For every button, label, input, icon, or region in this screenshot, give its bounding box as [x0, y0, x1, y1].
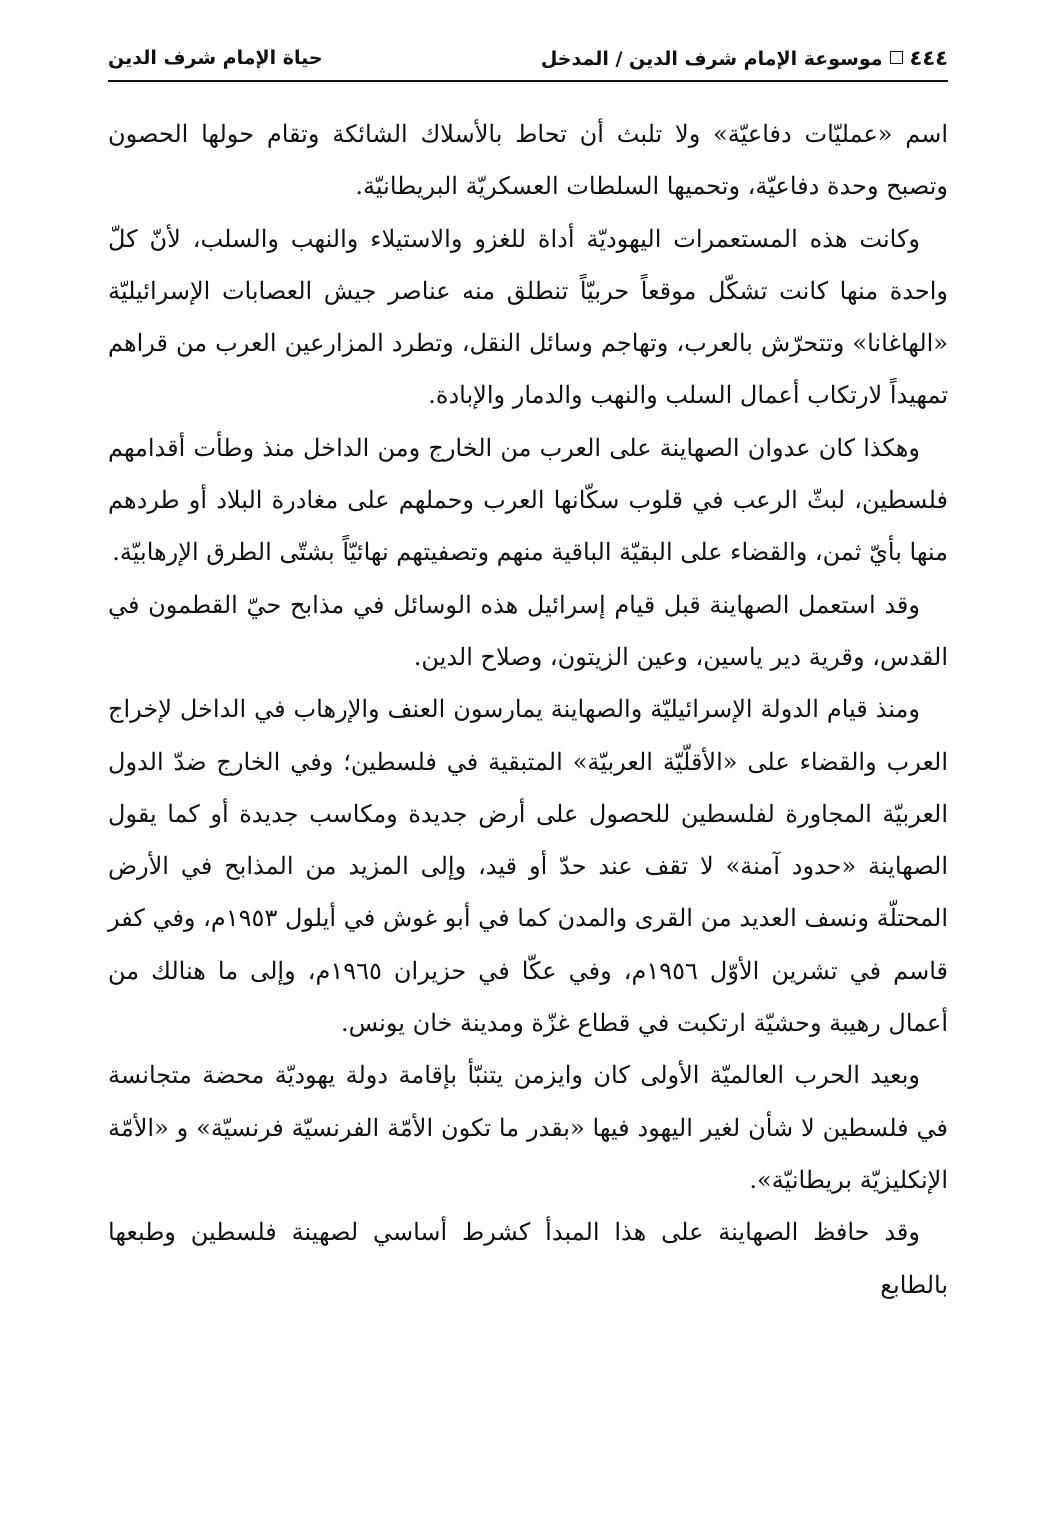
page-number: ٤٤٤	[909, 46, 948, 70]
section-title: حياة الإمام شرف الدين	[108, 47, 323, 69]
paragraph: اسم «عمليّات دفاعيّة» ولا تلبث أن تحاط بالأسلاك الشائكة وتقام حولها الحصون وتصبح وحدة دفاعيّة، وتحميها السلطات العسكريّة البريطانيّة.	[108, 120, 948, 201]
paragraph: ومنذ قيام الدولة الإسرائيليّة والصهاينة يمارسون العنف والإرهاب في الداخل لإخراج العرب والقضاء على «الأقلّيّة العربيّة» المتبقية في فلسطين؛ وفي الخارج ضدّ الدول العربيّة المجاورة لفلسطين للحصول على أرض جديدة ومكاسب جديدة أو كما يقول الصهاينة «حدود آمنة» لا تقف عند حدّ أو قيد، وإلى المزيد من المذابح في الأرض المحتلّة ونسف العديد من القرى والمدن كما في أبو غوش في أيلول ١٩٥٣م، وفي كفر قاسم في تشرين الأوّل ١٩٥٦م، وفي عكّا في حزيران ١٩٦٥م، وإلى ما هنالك من أعمال رهيبة وحشيّة ارتكبت في قطاع غزّة ومدينة خان يونس.	[108, 695, 948, 1038]
paragraph: وبعيد الحرب العالميّة الأولى كان وايزمن يتنبّأ بإقامة دولة يهوديّة محضة متجانسة في فلسطين لا شأن لغير اليهود فيها «بقدر ما تكون الأمّة الفرنسيّة فرنسيّة» و «الأمّة الإنكليزيّة بريطانيّة».	[108, 1061, 948, 1194]
page-header	[108, 40, 948, 80]
paragraph: وقد استعمل الصهاينة قبل قيام إسرائيل هذه الوسائل في مذابح حيّ القطمون في القدس، وقرية دير ياسين، وعين الزيتون، وصلاح الدين.	[108, 590, 948, 671]
book-title: موسوعة الإمام شرف الدين / المدخل	[540, 48, 883, 70]
paragraph: وقد حافظ الصهاينة على هذا المبدأ كشرط أساسي لصهينة فلسطين وطبعها بالطابع	[108, 1218, 948, 1299]
body-text	[108, 108, 948, 1311]
paragraph: وهكذا كان عدوان الصهاينة على العرب من الخارج ومن الداخل منذ وطأت أقدامهم فلسطين، لبثّ الرعب في قلوب سكّانها العرب وحملهم على مغادرة البلاد أو طردهم منها بأيّ ثمن، والقضاء على البقيّة الباقية منهم وتصفيتهم نهائيّاً بشتّى الطرق الإرهابيّة.	[108, 433, 948, 567]
running-head-right	[541, 40, 948, 77]
square-separator-icon	[890, 51, 903, 64]
header-rule	[108, 80, 948, 82]
paragraph: وكانت هذه المستعمرات اليهوديّة أداة للغزو والاستيلاء والنهب والسلب، لأنّ كلّ واحدة منها كانت تشكّل موقعاً حربيّاً تنطلق منه عناصر جيش العصابات الإسرائيليّة «الهاغانا» وتتحرّش بالعرب، وتهاجم وسائل النقل، وتطرد المزارعين العرب من قراهم تمهيداً لارتكاب أعمال السلب والنهب والدمار والإبادة.	[108, 224, 948, 410]
